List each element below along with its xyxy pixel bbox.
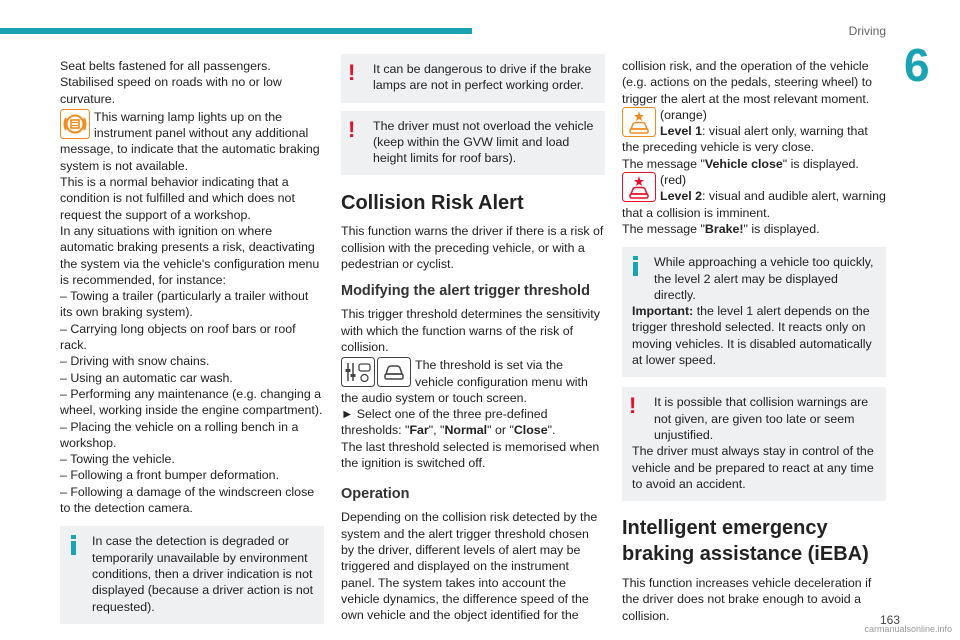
level2-block [622,172,886,221]
section-heading: Collision Risk Alert [341,192,524,215]
header-accent-bar [0,28,472,34]
list-item: – Driving with snow chains. [60,354,210,369]
important-label: Important: [632,304,694,319]
config-icons [341,357,411,387]
column-3 [622,58,886,624]
threshold-far: Far [409,423,429,438]
separator: " or " [487,423,514,438]
paragraph: In any situations with ignition on where automatic braking presents a risk, deactivating the system via the vehicle's configuration menu is recommended, for instance: [60,223,320,287]
list-item: – Following a damage of the windscreen close to the detection camera. [60,484,315,516]
chapter-number: 6 [904,39,930,91]
list-item: – Towing the vehicle. [60,452,175,467]
threshold-close: Close [513,423,548,438]
message-suffix: " is displayed. [782,156,859,171]
section-title: Driving [848,24,886,38]
list-item: – Using an automatic car wash. [60,370,233,385]
level2-label: Level 2 [660,189,703,204]
message-line [622,156,886,172]
important-note [632,303,876,368]
warning-icon: ! [348,60,356,85]
message-vehicle-close: Vehicle close [704,156,783,171]
list-item: – Towing a trailer (particularly a trailer without its own braking system). [60,289,309,320]
warning-note-text: The driver must always stay in control of the vehicle and be prepared to react at any time to avoid an accident. [632,444,874,491]
column-2 [341,58,605,623]
warning-icon: ! [348,116,356,142]
threshold-instruction [341,406,605,439]
info-note [60,526,324,623]
warning-icon: ! [629,393,637,419]
paragraph: The last threshold selected is memorised when the ignition is switched off. [341,439,600,471]
message-prefix: The message " [622,156,705,171]
warning-note [622,387,886,501]
page-number: 163 [879,613,900,627]
list-item: – Carrying long objects on roof bars or roof rack. [60,321,296,353]
driving-assistance-icon [377,357,411,387]
message-suffix: " is displayed. [743,221,820,236]
level1-description [622,123,886,156]
level1-block [622,107,886,156]
intro-line: Stabilised speed on roads with no or low curvature. [60,75,282,106]
column-1 [60,58,324,632]
config-text: The threshold is set via the vehicle configuration menu with the audio system or touch screen. [341,358,588,405]
subsection-heading: Modifying the alert trigger threshold [341,283,590,300]
separator: ", " [428,423,445,438]
warning-lamp-paragraph [60,109,324,174]
alert-color-label: (orange) [660,107,707,122]
subsection-heading: Operation [341,486,410,503]
paragraph: This function warns the driver if there is a risk of collision with the preceding vehicle, or with a pedestrian or cyclist. [341,224,604,272]
message-brake: Brake! [704,221,744,236]
warning-note-text: It can be dangerous to drive if the brake lamps are not in perfect working order. [373,62,592,93]
threshold-normal: Normal [444,423,488,438]
paragraph: This trigger threshold determines the sensitivity with which the function warns of the risk of collision. [341,307,600,354]
info-icon [629,255,643,277]
level2-description [622,188,886,221]
alert-color-label: (red) [660,173,687,188]
collision-alert-red-icon [622,172,656,202]
paragraph: This is a normal behavior indicating that a condition is not fulfilled and which does not request the support of a workshop. [60,175,295,222]
info-note [622,247,886,377]
important-text: the level 1 alert depends on the trigger threshold selected. It reacts only on moving vehicles. It is disabled automatically at lower speed. [632,304,872,368]
info-note-text: While approaching a vehicle too quickly, the level 2 alert may be displayed directly. [654,255,874,302]
instruction-text: ► Select one of the three pre-defined thresholds: " [341,407,548,438]
level2-text: : visual and audible alert, warning that a collision is imminent. [622,189,886,220]
level1-label: Level 1 [660,124,703,139]
paragraph: Depending on the collision risk detected by the system and the alert trigger threshold chosen by the driver, different levels of alert may be triggered and displayed on the instrument panel. The system takes into account the vehicle dynamics, the difference speed of the own vehicle and the object identified for the [341,510,598,623]
info-icon [67,534,81,556]
paragraph: collision risk, and the operation of the vehicle (e.g. actions on the pedals, steering wheel) to trigger the alert at the most relevant moment. [622,59,873,106]
list-item: – Following a front bumper deformation. [60,468,280,483]
automatic-braking-warning-lamp-icon [60,109,90,139]
lamp-text: This warning lamp lights up on the instrument panel without any additional message, to indicate that the automatic braking system is not available. [60,109,320,173]
intro-line: Seat belts fastened for all passengers. [60,59,271,73]
warning-note [341,54,605,103]
warning-note-text: It is possible that collision warnings are not given, are given too late or seem unjustified. [654,395,869,442]
config-paragraph [341,357,605,406]
list-item: – Performing any maintenance (e.g. changing a wheel, working inside the engine compartment). [60,386,323,418]
paragraph: This function increases vehicle deceleration if the driver does not brake enough to avoid a collision. [622,576,872,623]
list-item: – Placing the vehicle on a rolling bench in a workshop. [60,419,299,450]
info-note-text: In case the detection is degraded or temporarily unavailable by environment conditions, then a driver indication is not displayed (because a driver action is not requested). [92,534,314,614]
section-heading: Intelligent emergency braking assistance (iEBA) [622,517,869,566]
warning-note [341,111,605,176]
instruction-end: ". [547,423,556,438]
collision-alert-orange-icon [622,107,656,137]
message-line [622,221,886,237]
message-prefix: The message " [622,221,705,236]
watermark: carmanualsonline.info [864,624,952,634]
vehicle-settings-icon [341,357,375,387]
warning-note-text: The driver must not overload the vehicle (keep within the GVW limit and load height limits for roof bars). [373,118,594,166]
level1-text: : visual alert only, warning that the preceding vehicle is very close. [622,124,868,155]
